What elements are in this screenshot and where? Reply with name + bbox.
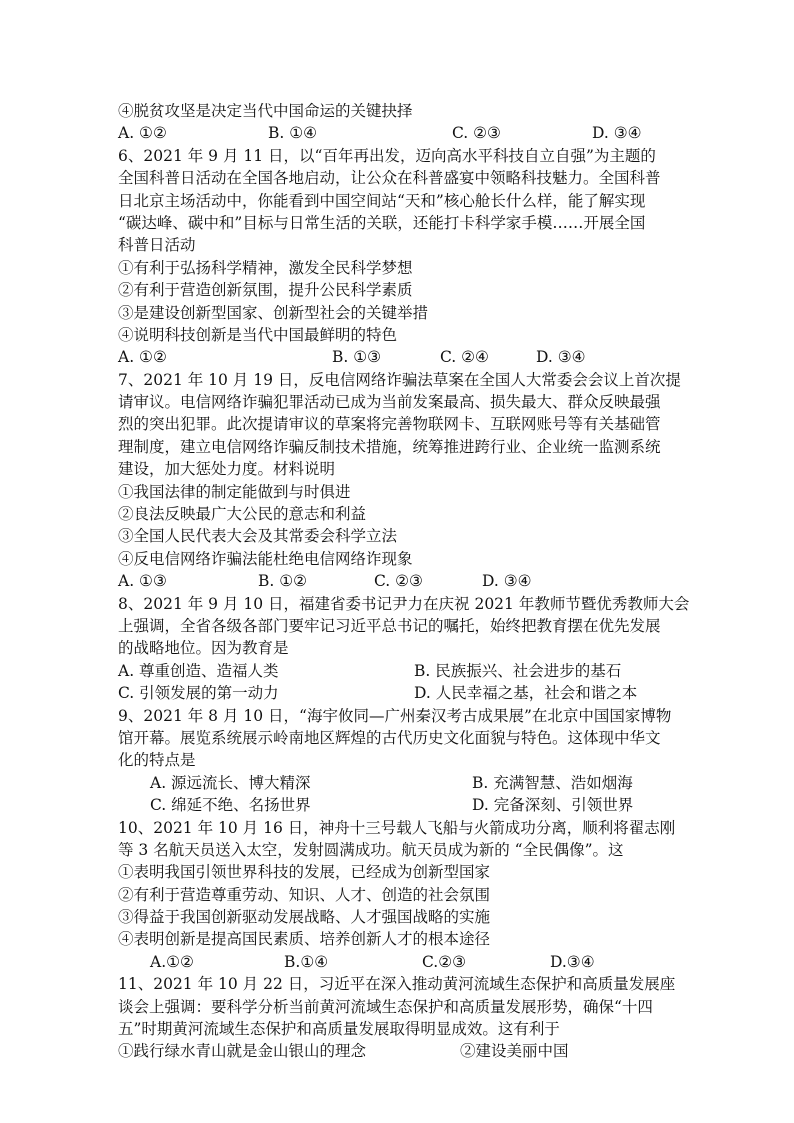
- q6-stem-3: 日北京主场活动中，你能看到中国空间站“天和”核心舱长什么样，能了解实现: [118, 191, 646, 210]
- q9-stem-1: 9、2021 年 8 月 10 日，“海宇攸同—广州秦汉考古成果展”在北京中国国家博物: [118, 706, 672, 725]
- q10-stem-1: 10、2021 年 10 月 16 日，神舟十三号载人飞船与火箭成功分离，顺利将翟志刚: [118, 818, 676, 837]
- q6-item-2: ②有利于营造创新氛围，提升公民科学素质: [118, 281, 413, 300]
- q9-option-d: D. 完备深刻、引领世界: [472, 796, 634, 815]
- q8-options-row-1: [118, 660, 678, 682]
- q8-stem-1: 8、2021 年 9 月 10 日，福建省委书记尹力在庆祝 2021 年教师节暨优秀教师大会: [118, 594, 690, 613]
- q10-item-1: ①表明我国引领世界科技的发展，已经成为创新型国家: [118, 863, 491, 882]
- q8-option-d: D. 人民幸福之基，社会和谐之本: [414, 684, 638, 703]
- q7-item-3: ③全国人民代表大会及其常委会科学立法: [118, 527, 398, 546]
- q6-option-b: B. ①③: [332, 348, 382, 367]
- q9-option-c: C. 绵延不绝、名扬世界: [150, 796, 311, 815]
- prev-option-a: A. ①②: [118, 124, 167, 143]
- prev-options: [118, 122, 678, 144]
- q7-option-d: D. ③④: [482, 572, 532, 591]
- q8-option-a: A. 尊重创造、造福人类: [118, 661, 279, 680]
- q10-option-a: A.①②: [150, 952, 194, 971]
- q6-options: [118, 346, 678, 368]
- q11-item-1: ①践行绿水青山就是金山银山的理念: [118, 1042, 367, 1061]
- q6-item-3: ③是建设创新型国家、创新型社会的关键举措: [118, 303, 429, 322]
- q7-stem-4: 理制度，建立电信网络诈骗反制技术措施，统筹推进跨行业、企业统一监测系统: [118, 437, 661, 456]
- q10-item-4: ④表明创新是提高国民素质、培养创新人才的根本途径: [118, 930, 491, 949]
- q11-stem-2: 谈会上强调：要科学分析当前黄河流域生态保护和高质量发展形势，确保“十四: [118, 997, 653, 1016]
- q7-option-c: C. ②③: [374, 572, 423, 591]
- q11-item-2: ②建设美丽中国: [460, 1042, 569, 1061]
- prev-option-b: B. ①④: [268, 124, 318, 143]
- q10-option-c: C.②③: [422, 952, 467, 971]
- q7-stem-5: 建设，加大惩处力度。材料说明: [118, 460, 336, 479]
- q8-option-c: C. 引领发展的第一动力: [118, 684, 279, 703]
- q11-items-row: [118, 1040, 678, 1062]
- q7-item-4: ④反电信网络诈骗法能杜绝电信网络诈现象: [118, 549, 413, 568]
- q7-item-2: ②良法反映最广大公民的意志和利益: [118, 505, 367, 524]
- prev-option-d: D. ③④: [592, 124, 642, 143]
- q10-option-b: B.①④: [284, 952, 329, 971]
- q9-stem-2: 馆开幕。展览系统展示岭南地区辉煌的古代历史文化面貌与特色。这体现中华文: [118, 728, 661, 747]
- q11-stem-1: 11、2021 年 10 月 22 日，习近平在深入推动黄河流域生态保护和高质量发展座: [118, 975, 676, 994]
- q7-stem-1: 7、2021 年 10 月 19 日，反电信网络诈骗法草案在全国人大常委会会议上首次提: [118, 370, 681, 389]
- q7-options: [118, 570, 678, 592]
- q9-option-b: B. 充满智慧、浩如烟海: [472, 773, 633, 792]
- q6-item-1: ①有利于弘扬科学精神，激发全民科学梦想: [118, 258, 413, 277]
- question-column: [118, 100, 690, 1063]
- q7-option-a: A. ①③: [118, 572, 167, 591]
- q9-options-row-1: [118, 772, 678, 794]
- q8-options-row-2: [118, 682, 678, 704]
- q8-stem-3: 的战略地位。因为教育是: [118, 639, 289, 658]
- q9-options-row-2: [118, 794, 678, 816]
- q6-stem-5: 科普日活动: [118, 236, 196, 255]
- q7-stem-2: 请审议。电信网络诈骗犯罪活动已成为当前发案最高、损失最大、群众反映最强: [118, 393, 661, 412]
- q10-options: [118, 951, 678, 973]
- q10-stem-2: 等 3 名航天员送入太空，发射圆满成功。航天员成为新的 “全民偶像”。这: [118, 840, 624, 859]
- prev-item-4: ④脱贫攻坚是决定当代中国命运的关键抉择: [118, 102, 413, 120]
- q7-item-1: ①我国法律的制定能做到与时俱进: [118, 482, 351, 501]
- q7-option-b: B. ①②: [258, 572, 308, 591]
- q8-option-b: B. 民族振兴、社会进步的基石: [414, 661, 622, 680]
- q10-option-d: D.③④: [550, 952, 595, 971]
- q9-option-a: A. 源远流长、博大精深: [150, 773, 311, 792]
- q6-stem-2: 全国科普日活动在全国各地启动，让公众在科普盛宴中领略科技魅力。全国科普: [118, 169, 661, 188]
- prev-option-c: C. ②③: [452, 124, 501, 143]
- q6-option-d: D. ③④: [536, 348, 586, 367]
- q6-item-4: ④说明科技创新是当代中国最鲜明的特色: [118, 325, 398, 344]
- q6-stem-1: 6、2021 年 9 月 11 日，以“百年再出发，迈向高水平科技自立自强”为主题的: [118, 146, 656, 165]
- q6-stem-4: “碳达峰、碳中和”目标与日常生活的关联，还能打卡科学家手模……开展全国: [118, 213, 646, 232]
- q10-item-2: ②有利于营造尊重劳动、知识、人才、创造的社会氛围: [118, 885, 491, 904]
- q11-stem-3: 五”时期黄河流域生态保护和高质量发展取得明显成效。这有利于: [118, 1020, 560, 1039]
- q7-stem-3: 烈的突出犯罪。此次提请审议的草案将完善物联网卡、互联网账号等有关基础管: [118, 415, 661, 434]
- q10-item-3: ③得益于我国创新驱动发展战略、人才强国战略的实施: [118, 908, 491, 927]
- q8-stem-2: 上强调，全省各级各部门要牢记习近平总书记的嘱托，始终把教育摆在优先发展: [118, 616, 661, 635]
- q6-option-a: A. ①②: [118, 348, 167, 367]
- q6-option-c: C. ②④: [440, 348, 489, 367]
- q9-stem-3: 化的特点是: [118, 751, 196, 770]
